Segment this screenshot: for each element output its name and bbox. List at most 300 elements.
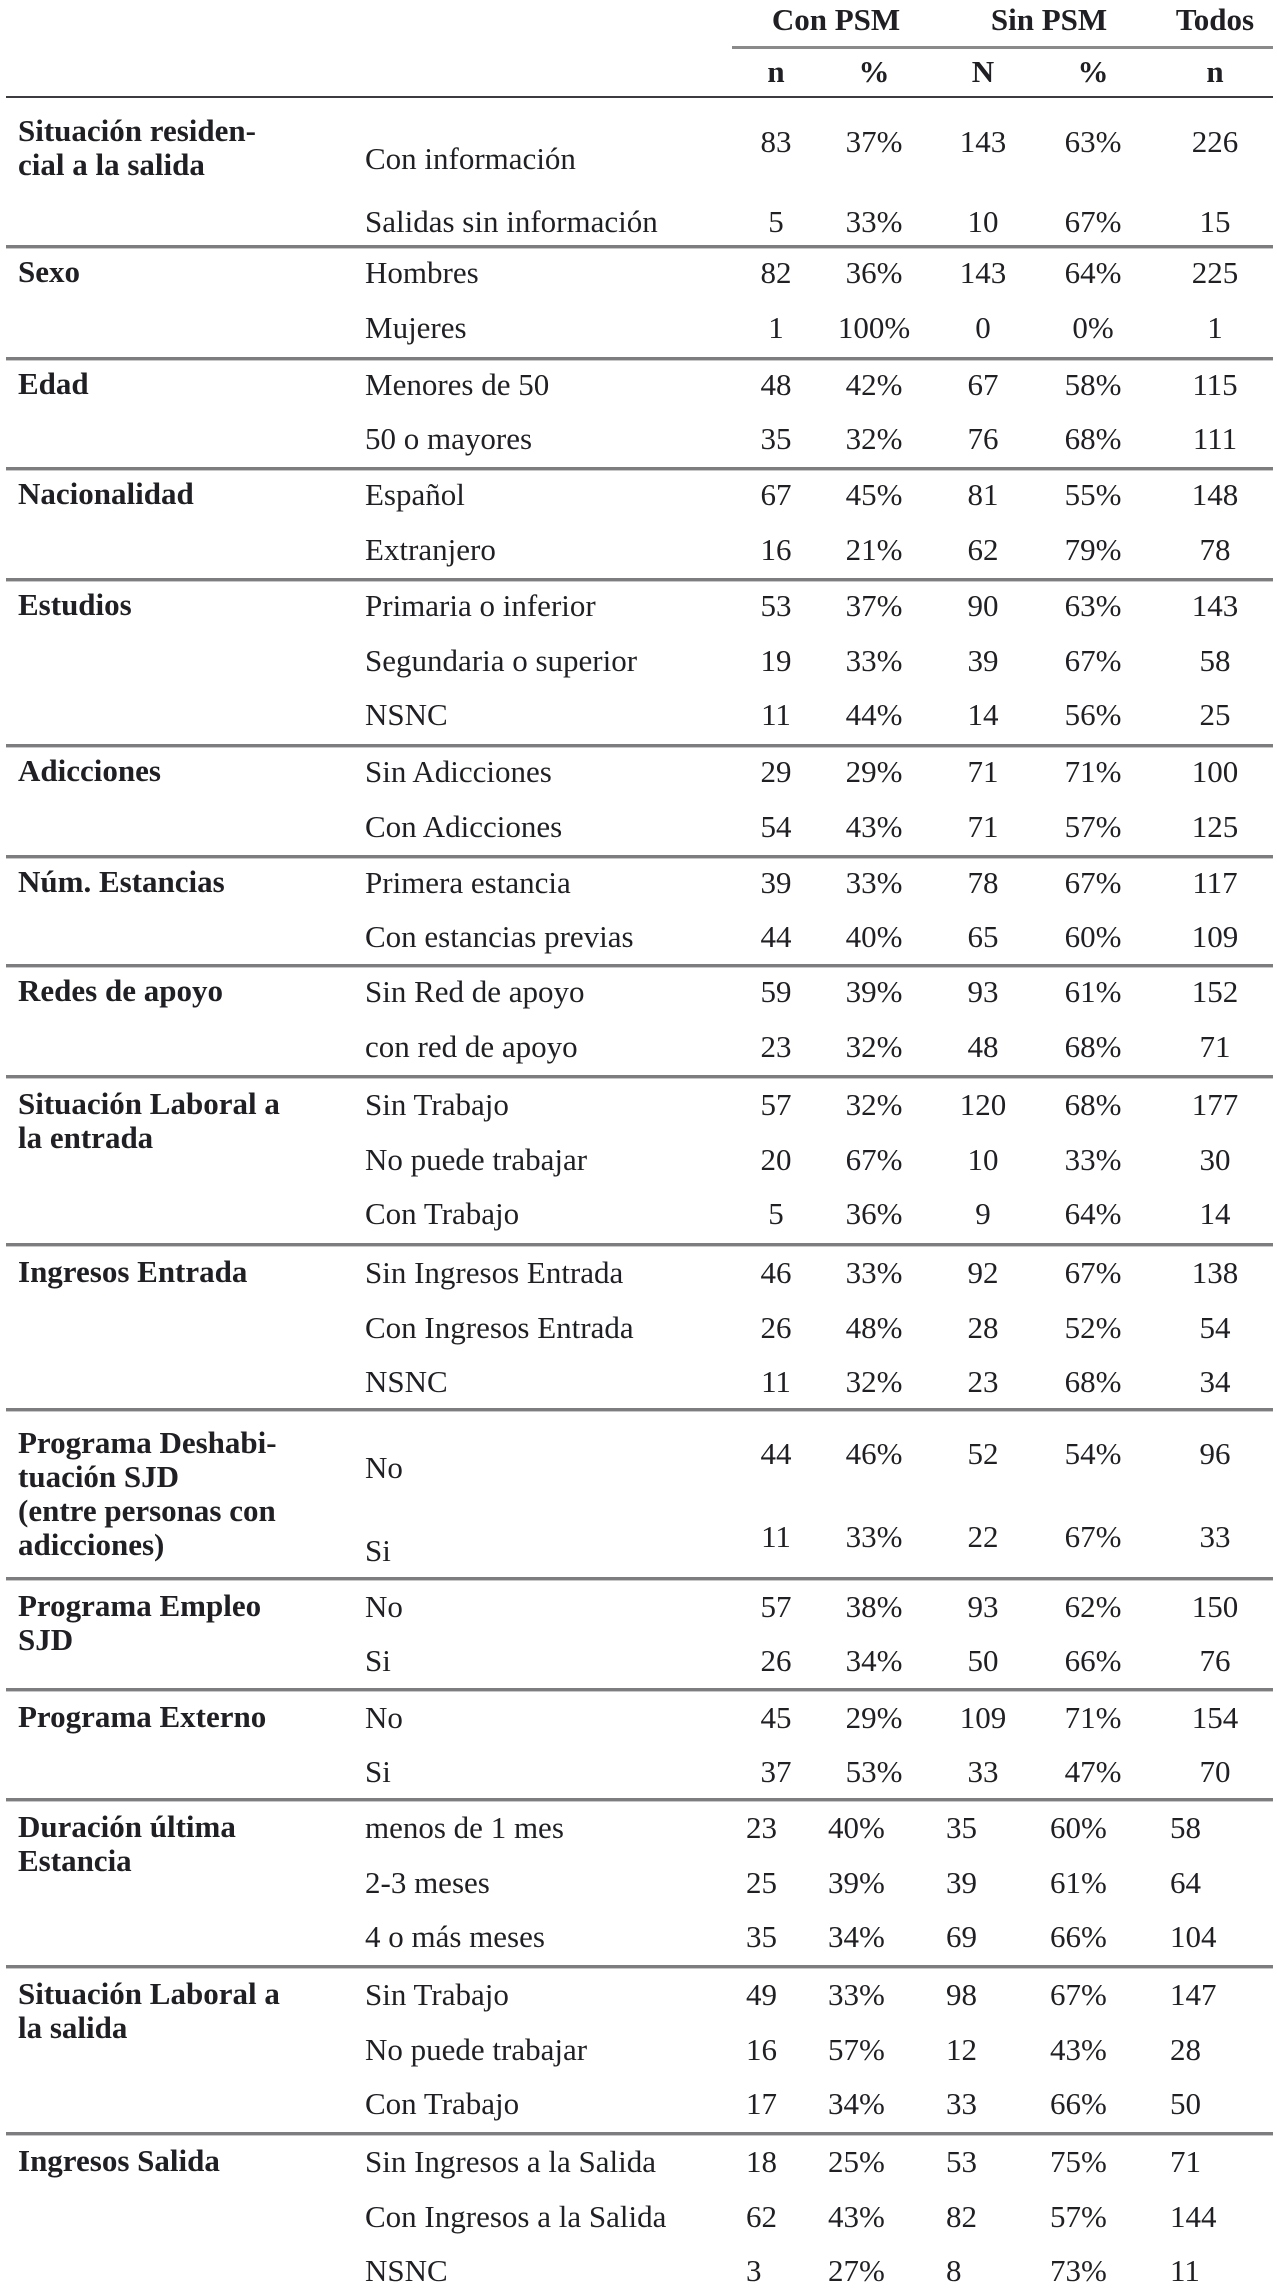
cell-sin-n: 0 [975,310,991,345]
group-label-line: Ingresos Salida [18,2143,220,2178]
table-group [0,1798,1277,1965]
cell-todos-n: 111 [1192,421,1238,456]
cell-con-n: 67 [760,477,792,512]
cell-con-n: 16 [760,532,792,567]
table-group [0,744,1277,855]
cell-con-n: 37 [760,1754,792,1789]
group-label [18,1810,353,1878]
cell-sin-n: 82 [946,2199,977,2234]
row-category: Con información [365,141,576,176]
cell-con-n: 23 [760,1029,792,1064]
group-label-line: Nacionalidad [18,476,194,511]
cell-con-pct: 40% [828,1810,885,1845]
table-group [0,855,1277,964]
group-label [18,588,353,622]
cell-sin-pct: 75% [1050,2144,1107,2179]
table-group [0,578,1277,744]
row-category: Segundaria o superior [365,643,638,678]
cell-todos-n: 100 [1191,754,1239,789]
cell-sin-n: 23 [967,1364,999,1399]
row-category: Mujeres [365,310,467,345]
cell-sin-pct: 58% [1064,367,1122,402]
cell-sin-n: 143 [959,124,1007,159]
row-category: menos de 1 mes [365,1810,564,1845]
cell-sin-pct: 43% [1050,2032,1107,2067]
group-label [18,2144,353,2178]
group-rule [6,245,1273,249]
table-group [0,467,1277,578]
cell-todos-n: 11 [1170,2253,1200,2288]
table-group [0,1688,1277,1798]
cell-con-n: 45 [760,1700,792,1735]
cell-sin-n: 71 [967,754,999,789]
cell-todos-n: 71 [1170,2144,1201,2179]
group-label-line: Edad [18,366,89,401]
cell-sin-pct: 60% [1064,919,1122,954]
cell-sin-pct: 33% [1064,1142,1122,1177]
cell-sin-pct: 61% [1064,974,1122,1009]
cell-con-n: 48 [760,367,792,402]
group-label-line: Redes de apoyo [18,973,223,1008]
subheader-n-todos: n [1206,54,1224,89]
cell-sin-n: 50 [967,1643,999,1678]
group-label-line: Duración última [18,1809,236,1844]
cell-sin-pct: 67% [1064,1519,1122,1554]
row-category: Sin Trabajo [365,1977,509,2012]
cell-todos-n: 70 [1199,1754,1231,1789]
group-label-line: Programa Deshabi- [18,1425,277,1460]
cell-sin-pct: 60% [1050,1810,1107,1845]
cell-con-n: 39 [760,865,792,900]
cell-con-n: 11 [761,697,791,732]
group-label-line: Adicciones [18,753,161,788]
cell-sin-pct: 67% [1064,1255,1122,1290]
cell-sin-pct: 66% [1064,1643,1122,1678]
header-sin-psm: Sin PSM [990,2,1108,37]
group-label-line: Estancia [18,1843,132,1878]
cell-con-n: 20 [760,1142,792,1177]
group-label [18,114,353,182]
row-category: 50 o mayores [365,421,533,456]
cell-sin-n: 78 [967,865,999,900]
cell-todos-n: 50 [1170,2086,1201,2121]
cell-con-n: 53 [760,588,792,623]
row-category: Primaria o inferior [365,588,596,623]
group-label [18,1255,353,1289]
cell-con-pct: 34% [828,2086,885,2121]
cell-con-pct: 37% [845,588,903,623]
header-todos: Todos [1175,2,1255,37]
cell-con-n: 18 [746,2144,777,2179]
cell-sin-pct: 63% [1064,124,1122,159]
cell-todos-n: 76 [1199,1643,1231,1678]
cell-con-pct: 39% [845,974,903,1009]
cell-sin-pct: 68% [1064,1087,1122,1122]
cell-todos-n: 71 [1199,1029,1231,1064]
group-label-line: Programa Empleo [18,1588,262,1623]
cell-con-n: 59 [760,974,792,1009]
cell-sin-n: 52 [967,1436,999,1471]
group-rule [6,1075,1273,1079]
cell-sin-pct: 71% [1064,1700,1122,1735]
cell-todos-n: 150 [1191,1589,1239,1624]
cell-sin-n: 22 [967,1519,999,1554]
cell-con-n: 26 [760,1643,792,1678]
row-category: 2-3 meses [365,1865,490,1900]
cell-sin-n: 98 [946,1977,977,2012]
cell-sin-n: 12 [946,2032,977,2067]
group-label [18,367,353,401]
group-label [18,1977,353,2045]
group-label [18,255,353,289]
cell-sin-n: 39 [946,1865,977,1900]
cell-con-pct: 36% [845,255,903,290]
row-category: 4 o más meses [365,1919,545,1954]
cell-sin-pct: 57% [1050,2199,1107,2234]
cell-todos-n: 125 [1191,809,1239,844]
cell-todos-n: 104 [1170,1919,1217,1954]
cell-todos-n: 117 [1192,865,1238,900]
cell-todos-n: 58 [1199,643,1231,678]
row-category: NSNC [365,1364,448,1399]
cell-sin-n: 76 [967,421,999,456]
cell-con-pct: 33% [845,643,903,678]
cell-sin-pct: 73% [1050,2253,1107,2288]
cell-todos-n: 78 [1199,532,1231,567]
group-rule [6,1243,1273,1247]
cell-con-n: 23 [746,1810,777,1845]
cell-sin-n: 67 [967,367,999,402]
cell-con-pct: 32% [845,1029,903,1064]
group-label-line: Situación Laboral a [18,1086,280,1121]
group-label-line: SJD [18,1622,74,1657]
row-category: Español [365,477,465,512]
cell-con-pct: 37% [845,124,903,159]
subheader-n-con: n [767,54,785,89]
cell-con-n: 11 [761,1519,791,1554]
table-group [0,245,1277,357]
cell-sin-n: 14 [967,697,999,732]
row-category: Menores de 50 [365,367,550,402]
group-rule [6,1577,1273,1581]
group-rule [6,964,1273,968]
cell-sin-pct: 67% [1064,865,1122,900]
group-rule [6,744,1273,748]
cell-sin-pct: 67% [1064,643,1122,678]
cell-con-pct: 39% [828,1865,885,1900]
cell-con-pct: 67% [845,1142,903,1177]
group-label-line: la salida [18,2010,128,2045]
cell-todos-n: 1 [1207,310,1223,345]
cell-sin-n: 39 [967,643,999,678]
cell-todos-n: 33 [1199,1519,1231,1554]
cell-con-pct: 33% [845,865,903,900]
cell-sin-pct: 67% [1050,1977,1107,2012]
group-rule [6,2132,1273,2136]
cell-todos-n: 226 [1191,124,1239,159]
cell-con-pct: 32% [845,1364,903,1399]
group-label-line: Estudios [18,587,132,622]
group-label-line: adicciones) [18,1527,165,1562]
cell-con-pct: 57% [828,2032,885,2067]
cell-sin-pct: 64% [1064,1196,1122,1231]
cell-con-n: 1 [768,310,784,345]
group-label-line: Núm. Estancias [18,864,225,899]
cell-todos-n: 58 [1170,1810,1201,1845]
group-rule [6,1408,1273,1412]
group-rule [6,357,1273,361]
cell-todos-n: 225 [1191,255,1239,290]
cell-todos-n: 14 [1199,1196,1231,1231]
row-category: No puede trabajar [365,2032,588,2067]
cell-sin-pct: 56% [1064,697,1122,732]
cell-sin-n: 35 [946,1810,977,1845]
table-group [0,1577,1277,1688]
cell-sin-pct: 61% [1050,1865,1107,1900]
table-group [0,96,1277,245]
table-group [0,357,1277,467]
cell-sin-pct: 66% [1050,1919,1107,1954]
cell-con-n: 11 [761,1364,791,1399]
cell-con-pct: 25% [828,2144,885,2179]
cell-con-pct: 33% [845,1519,903,1554]
cell-con-n: 35 [760,421,792,456]
cell-sin-n: 33 [946,2086,977,2121]
cell-sin-n: 92 [967,1255,999,1290]
row-category: Sin Trabajo [365,1087,509,1122]
cell-con-n: 44 [760,919,792,954]
row-category: con red de apoyo [365,1029,578,1064]
cell-con-n: 16 [746,2032,777,2067]
cell-sin-pct: 64% [1064,255,1122,290]
cell-sin-n: 28 [967,1310,999,1345]
cell-todos-n: 109 [1191,919,1239,954]
table-group [0,1243,1277,1408]
group-label [18,754,353,788]
group-label-line: Situación Laboral a [18,1976,280,2011]
cell-con-pct: 44% [845,697,903,732]
row-category: No [365,1700,403,1735]
cell-sin-n: 143 [959,255,1007,290]
cell-con-n: 5 [768,204,784,239]
row-category: No puede trabajar [365,1142,588,1177]
cell-con-n: 57 [760,1087,792,1122]
cell-sin-pct: 68% [1064,1029,1122,1064]
cell-sin-pct: 55% [1064,477,1122,512]
cell-con-n: 35 [746,1919,777,1954]
cell-sin-n: 81 [967,477,999,512]
cell-todos-n: 64 [1170,1865,1201,1900]
cell-sin-pct: 57% [1064,809,1122,844]
cell-todos-n: 34 [1199,1364,1231,1399]
cell-todos-n: 96 [1199,1436,1231,1471]
row-category: Sin Ingresos a la Salida [365,2144,657,2179]
row-category: Con Ingresos Entrada [365,1310,634,1345]
row-category: NSNC [365,2253,448,2288]
cell-con-pct: 21% [845,532,903,567]
row-category: Si [365,1643,391,1678]
group-rule [6,1688,1273,1692]
cell-con-n: 29 [760,754,792,789]
cell-con-pct: 33% [845,1255,903,1290]
cell-todos-n: 148 [1191,477,1239,512]
table-group [0,964,1277,1075]
cell-todos-n: 25 [1199,697,1231,732]
cell-sin-n: 120 [959,1087,1007,1122]
cell-con-n: 57 [760,1589,792,1624]
cell-todos-n: 152 [1191,974,1239,1009]
header-con-psm: Con PSM [771,2,901,37]
group-label [18,865,353,899]
cell-todos-n: 54 [1199,1310,1231,1345]
subheader-pct-sin: % [1077,54,1109,89]
group-rule [6,1798,1273,1802]
group-rule [6,855,1273,859]
group-label [18,477,353,511]
cell-con-pct: 27% [828,2253,885,2288]
cell-con-n: 46 [760,1255,792,1290]
cell-sin-n: 33 [967,1754,999,1789]
cell-con-n: 26 [760,1310,792,1345]
cell-con-n: 49 [746,1977,777,2012]
cell-sin-pct: 79% [1064,532,1122,567]
cell-sin-n: 62 [967,532,999,567]
table-group [0,1965,1277,2132]
cell-todos-n: 28 [1170,2032,1201,2067]
cell-con-n: 54 [760,809,792,844]
cell-sin-pct: 54% [1064,1436,1122,1471]
group-label [18,974,353,1008]
cell-sin-n: 109 [959,1700,1007,1735]
cell-todos-n: 138 [1191,1255,1239,1290]
cell-con-pct: 40% [845,919,903,954]
cell-todos-n: 144 [1170,2199,1217,2234]
row-category: Con estancias previas [365,919,634,954]
cell-con-n: 5 [768,1196,784,1231]
row-category: Extranjero [365,532,496,567]
subheader-pct-con: % [858,54,890,89]
cell-sin-pct: 52% [1064,1310,1122,1345]
row-category: Sin Red de apoyo [365,974,585,1009]
row-category: Si [365,1754,391,1789]
row-category: Con Adicciones [365,809,563,844]
cell-con-n: 19 [760,643,792,678]
cell-sin-pct: 71% [1064,754,1122,789]
group-label-line: Programa Externo [18,1699,267,1734]
cell-con-pct: 48% [845,1310,903,1345]
cell-sin-n: 71 [967,809,999,844]
cell-con-pct: 38% [845,1589,903,1624]
cell-con-pct: 43% [828,2199,885,2234]
cell-con-pct: 29% [845,1700,903,1735]
cell-todos-n: 30 [1199,1142,1231,1177]
cell-con-n: 44 [760,1436,792,1471]
group-label [18,1426,353,1562]
cell-sin-n: 69 [946,1919,977,1954]
cell-sin-n: 10 [967,1142,999,1177]
cell-con-pct: 32% [845,421,903,456]
group-label [18,1589,353,1657]
cell-con-n: 82 [760,255,792,290]
group-label-line: (entre personas con [18,1493,276,1528]
cell-con-pct: 32% [845,1087,903,1122]
cell-sin-pct: 68% [1064,421,1122,456]
row-category: NSNC [365,697,448,732]
cell-con-pct: 34% [845,1643,903,1678]
cell-con-n: 83 [760,124,792,159]
group-label-line: Situación residen- [18,113,256,148]
cell-sin-n: 93 [967,974,999,1009]
group-label-line: Sexo [18,254,80,289]
cell-con-pct: 33% [845,204,903,239]
row-category: No [365,1450,403,1485]
cell-con-pct: 42% [845,367,903,402]
cell-sin-pct: 47% [1064,1754,1122,1789]
cell-todos-n: 15 [1199,204,1231,239]
cell-sin-n: 48 [967,1029,999,1064]
row-category: Con Trabajo [365,1196,520,1231]
cell-con-pct: 100% [837,310,911,345]
cell-con-pct: 34% [828,1919,885,1954]
cell-sin-n: 65 [967,919,999,954]
cell-con-pct: 36% [845,1196,903,1231]
cell-sin-pct: 63% [1064,588,1122,623]
row-category: Si [365,1533,391,1568]
group-rule [6,467,1273,471]
group-label-line: Ingresos Entrada [18,1254,248,1289]
group-label-line: la entrada [18,1120,154,1155]
cell-con-pct: 29% [845,754,903,789]
group-label-line: cial a la salida [18,147,205,182]
cell-sin-pct: 68% [1064,1364,1122,1399]
subheader-n-sin: N [971,54,995,89]
cell-sin-pct: 67% [1064,204,1122,239]
cell-con-n: 3 [746,2253,762,2288]
row-category: Sin Adicciones [365,754,552,789]
header-rule [732,46,1273,49]
cell-sin-pct: 62% [1064,1589,1122,1624]
cell-con-pct: 43% [845,809,903,844]
cell-con-n: 62 [746,2199,777,2234]
cell-todos-n: 115 [1192,367,1238,402]
cell-con-pct: 33% [828,1977,885,2012]
cell-todos-n: 147 [1170,1977,1217,2012]
cell-sin-n: 93 [967,1589,999,1624]
cell-todos-n: 154 [1191,1700,1239,1735]
row-category: No [365,1589,403,1624]
cell-con-pct: 53% [845,1754,903,1789]
cell-con-n: 25 [746,1865,777,1900]
cell-con-pct: 46% [845,1436,903,1471]
cell-con-pct: 45% [845,477,903,512]
group-label [18,1087,353,1155]
group-label-line: tuación SJD [18,1459,180,1494]
cell-sin-n: 8 [946,2253,962,2288]
cell-con-n: 17 [746,2086,777,2121]
row-category: Primera estancia [365,865,571,900]
row-category: Hombres [365,255,479,290]
cell-todos-n: 143 [1191,588,1239,623]
table-group [0,1075,1277,1243]
row-category: Con Trabajo [365,2086,520,2121]
group-rule [6,578,1273,582]
group-rule [6,1965,1273,1969]
cell-sin-n: 90 [967,588,999,623]
group-label [18,1700,353,1734]
cell-sin-n: 9 [975,1196,991,1231]
row-category: Con Ingresos a la Salida [365,2199,667,2234]
row-category: Sin Ingresos Entrada [365,1255,624,1290]
